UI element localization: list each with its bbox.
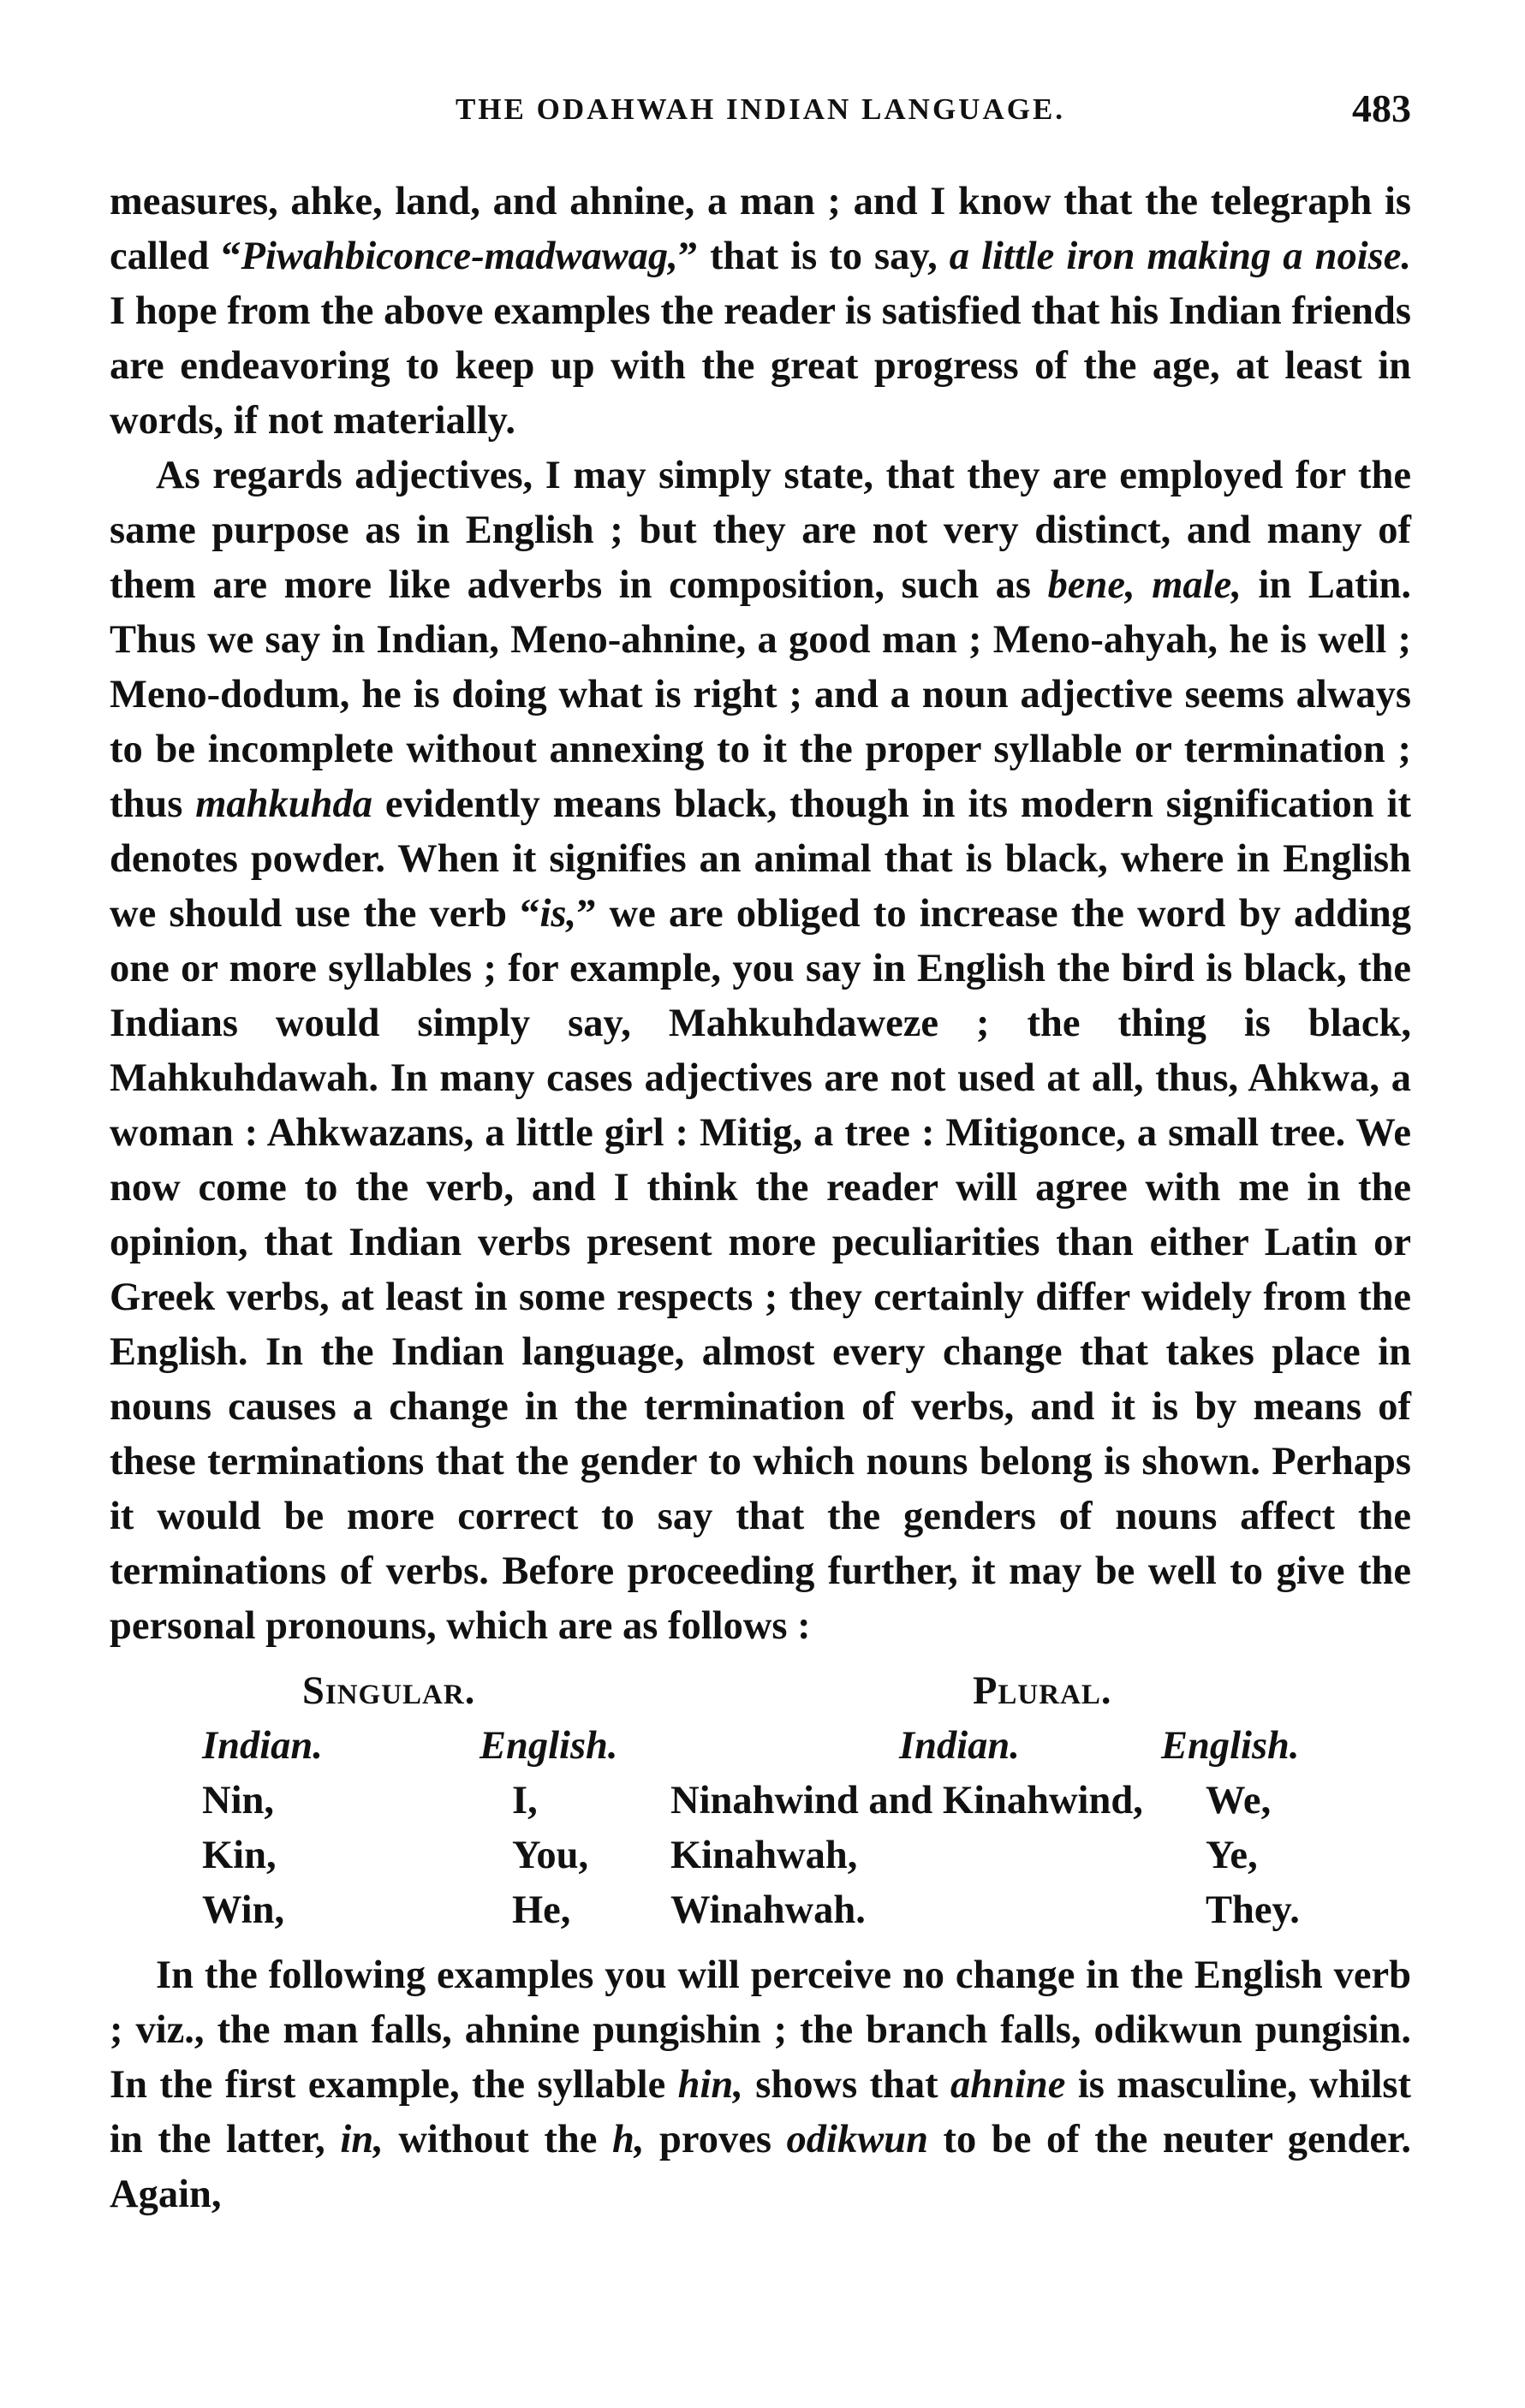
table-cell: Win,	[202, 1888, 285, 1932]
table-cell: Winahwah.	[670, 1888, 866, 1932]
text-run: to be of the neuter gender. Again,	[110, 2118, 1412, 2216]
column-header: English.	[480, 1724, 618, 1768]
italic-run: mahkuhda	[195, 782, 372, 826]
page-number: 483	[1352, 86, 1411, 130]
table-cell: They.	[1206, 1888, 1300, 1932]
text-run: As regards adjectives, I may simply state, that they are employed for the same purpose as in English ; but they are not very distinct, and many of them are more like adverbs in composition, such as	[110, 454, 1411, 607]
italic-run: hin,	[677, 2063, 743, 2107]
running-header	[110, 86, 1411, 146]
table-cell: You,	[512, 1834, 589, 1877]
table-cell: We,	[1206, 1779, 1272, 1822]
running-title: THE ODAHWAH INDIAN LANGUAGE.	[455, 92, 1066, 126]
column-header: Indian.	[202, 1724, 323, 1768]
text-run: without the	[383, 2118, 612, 2161]
table-cell: Nin,	[202, 1779, 274, 1822]
table-row	[110, 1883, 1411, 1938]
table-row	[110, 1828, 1411, 1883]
italic-run: ahnine	[950, 2063, 1066, 2107]
table-cell: Ninahwind and Kinahwind,	[670, 1779, 1143, 1822]
column-header: Indian.	[899, 1724, 1020, 1768]
italic-run: h,	[611, 2118, 645, 2161]
pronoun-table	[110, 1664, 1411, 1938]
table-cell: I,	[512, 1779, 538, 1822]
italic-run: Piwahbiconce-madwawag,	[241, 235, 678, 278]
book-page	[110, 86, 1411, 2222]
text-run: shows that	[742, 2063, 951, 2107]
italic-run: is,	[539, 892, 577, 936]
paragraph-3	[110, 1948, 1411, 2222]
table-group-headings	[110, 1664, 1411, 1719]
table-cell: He,	[512, 1888, 571, 1932]
table-column-headers	[110, 1719, 1411, 1774]
italic-run: bene, male,	[1047, 563, 1242, 607]
paragraph-1	[110, 175, 1411, 449]
singular-heading: Singular.	[302, 1669, 476, 1713]
plural-heading: Plural.	[973, 1669, 1112, 1713]
text-run: proves	[644, 2118, 787, 2161]
table-cell: Kin,	[202, 1834, 277, 1877]
text-run: measures, ahke, land, and ahnine, a man ; and I know that the telegraph is called “	[110, 180, 1411, 278]
text-run: I hope from the above examples the reader is satisfied that his Indian friends are endeavoring to keep up with the great progress of the age, at least in words, if not materially.	[110, 289, 1411, 443]
italic-run: in,	[340, 2118, 384, 2161]
text-run: ” we are obliged to increase the word by adding one or more syllables ; for example, you say in English the bird is black, the Indians would simply say, Mahkuhdaweze ; the thing is black, Mahkuhdawah. In many cases adjectives are not used at all, thus, Ahkwa, a woman : Ahkwazans, a little girl : Mitig, a tree : Mitigonce, a small tree. We now come to the verb, and I think the reader will agree with me in the opinion, that Indian verbs present more peculiarities than either Latin or Greek verbs, at least in some respects ; they certainly differ widely from the English. In the Indian language, almost every change that takes place in nouns causes a change in the termination of verbs, and it is by means of these terminations that the gender to which nouns belong is shown. Perhaps it would be more correct to say that the genders of nouns affect the terminations of verbs. Before proceeding further, it may be well to give the personal pronouns, which are as follows :	[110, 892, 1411, 1648]
table-cell: Kinahwah,	[670, 1834, 858, 1877]
italic-run: odikwun	[786, 2118, 928, 2161]
table-row	[110, 1774, 1411, 1828]
text-run: ” that is to say,	[677, 235, 950, 278]
italic-run: a little iron making a noise.	[949, 235, 1412, 278]
text-run: evidently means black, though in its modern signification it denotes powder. When it signifies an animal that is black, where in English we should use the verb “	[110, 782, 1411, 936]
text-run: In the following examples you will perceive no change in the English verb ; viz., the man falls, ahnine pungishin ; the branch falls, odikwun pungisin. In the first example, the syllable	[110, 1953, 1411, 2107]
paragraph-2	[110, 449, 1411, 1654]
column-header: English.	[1161, 1724, 1300, 1768]
table-cell: Ye,	[1206, 1834, 1258, 1877]
text-run: in Latin. Thus we say in Indian, Meno-ahnine, a good man ; Meno-ahyah, he is well ; Meno-dodum, he is doing what is right ; and a noun adjective seems always to be incomplete without annexing to it the proper syllable or termination ; thus	[110, 563, 1411, 826]
text-run: is masculine, whilst in the latter,	[110, 2063, 1412, 2161]
